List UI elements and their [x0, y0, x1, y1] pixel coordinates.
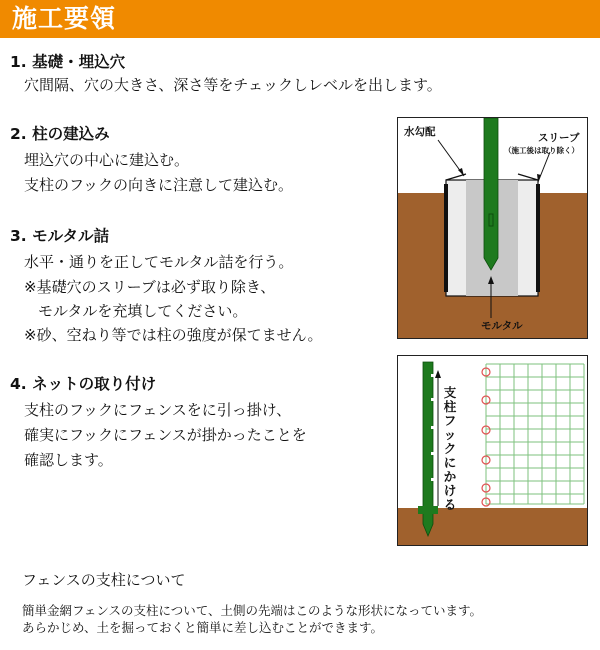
note-text-1: 簡単金網フェンスの支柱について、土側の先端はこのような形状になっています。: [22, 603, 483, 618]
fence-attach-illustration: [398, 356, 588, 546]
level-label: 水勾配: [404, 126, 436, 138]
sleeve-right: [536, 184, 540, 292]
note-text-2: あらかじめ、土を掘っておくと簡単に差し込むことができます。: [22, 620, 384, 635]
wire-mesh: [486, 364, 584, 504]
post-installation-diagram: [397, 117, 588, 339]
section-header: [0, 0, 600, 38]
hook-label: 支柱フックにかける: [443, 385, 457, 512]
step-3-text-4: ※砂、空ねり等では柱の強度が保てません。: [24, 326, 323, 344]
step-3-title: 3. モルタル詰: [10, 227, 109, 245]
step-2-text-2: 支柱のフックの向きに注意して建込む。: [24, 176, 293, 194]
sleeve-label: スリーブ: [538, 132, 580, 144]
step-2-title: 2. 柱の建込み: [10, 125, 110, 143]
step-4-text-3: 確認します。: [24, 451, 113, 469]
step-2-text-1: 埋込穴の中心に建込む。: [24, 151, 190, 169]
mortar-label: モルタル: [481, 320, 523, 332]
page-title: 施工要領: [12, 4, 117, 33]
step-3-text-2: ※基礎穴のスリーブは必ず取り除き、: [24, 278, 276, 296]
step-3-text-1: 水平・通りを正してモルタル詰を行う。: [24, 253, 294, 271]
step-1-text: 穴間隔、穴の大きさ、深さ等をチェックしレベルを出します。: [24, 76, 442, 94]
step-1-title: 1. 基礎・埋込穴: [10, 53, 126, 71]
step-3-text-3: モルタルを充填してください。: [38, 302, 248, 320]
step-4-text-2: 確実にフックにフェンスが掛かったことを: [24, 426, 307, 444]
post-plate: [418, 506, 438, 514]
step-4-title: 4. ネットの取り付け: [10, 375, 157, 393]
fence-attach-diagram: [397, 355, 588, 546]
fence-post: [484, 118, 498, 270]
step-4-text-1: 支柱のフックにフェンスをに引っ掛け、: [24, 401, 292, 419]
sleeve-note: （施工後は取り除く）: [504, 146, 579, 155]
sleeve-left: [444, 184, 448, 292]
note-title: フェンスの支柱について: [22, 571, 186, 589]
